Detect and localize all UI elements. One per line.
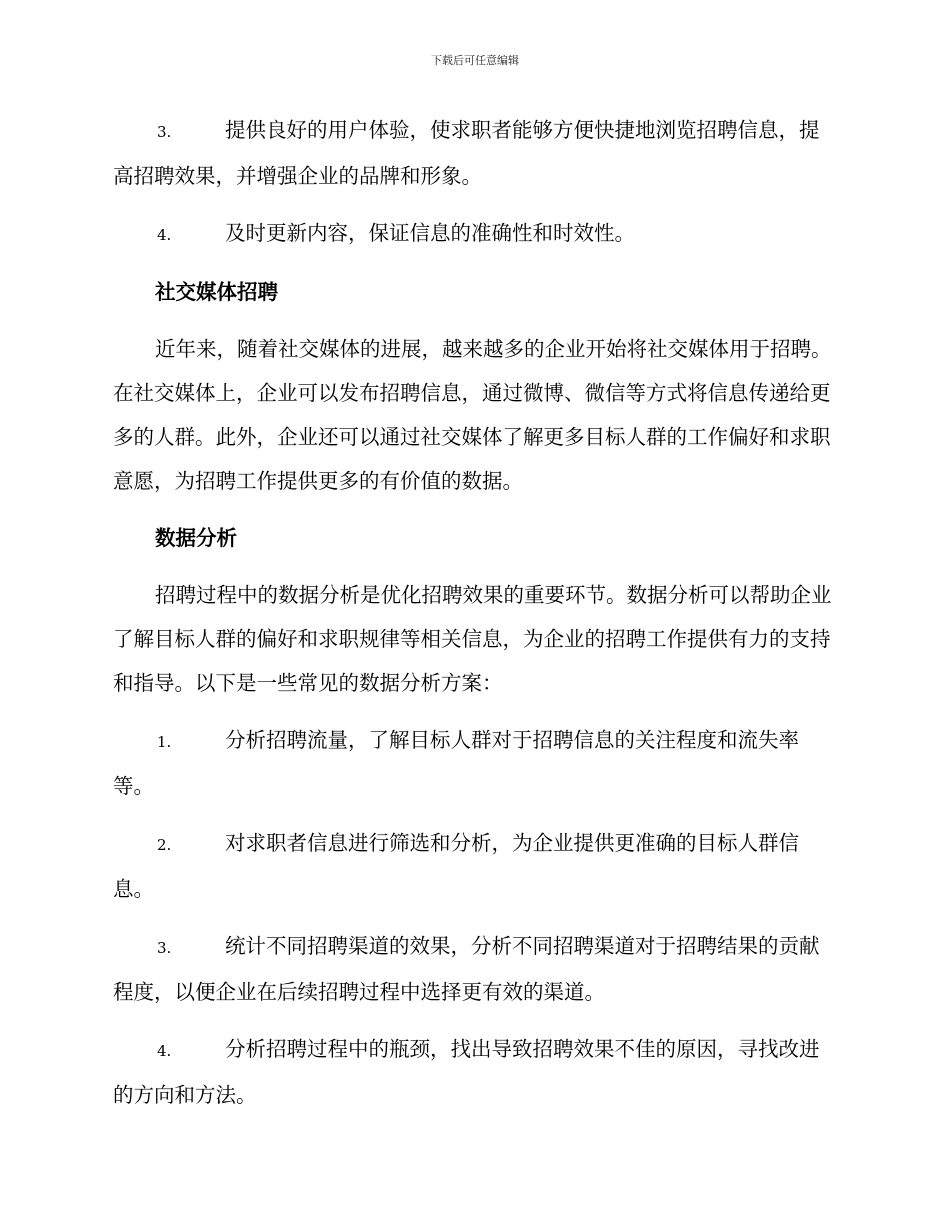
section-heading-data-analysis: 数据分析 xyxy=(155,526,237,550)
list-text: 分析招聘过程中的瓶颈，找出导致招聘效果不佳的原因，寻找改进的方向和方法。 xyxy=(113,1037,820,1107)
list-text: 统计不同招聘渠道的效果，分析不同招聘渠道对于招聘结果的贡献程度，以便企业在后续招聘过程中选择更有效的渠道。 xyxy=(113,934,820,1004)
list-number: 3. xyxy=(157,939,172,957)
list-number: 3. xyxy=(157,123,172,141)
list-text: 提供良好的用户体验，使求职者能够方便快捷地浏览招聘信息，提高招聘效果，并增强企业的品牌和形象。 xyxy=(113,118,820,188)
document-body xyxy=(113,108,835,1130)
list-number: 4. xyxy=(157,1042,172,1060)
list-item xyxy=(113,924,835,1014)
section-heading-social-media: 社交媒体招聘 xyxy=(155,280,278,304)
list-text: 对求职者信息进行筛选和分析，为企业提供更准确的目标人群信息。 xyxy=(113,831,799,901)
list-item xyxy=(113,108,835,198)
paragraph-social-media: 近年来，随着社交媒体的进展，越来越多的企业开始将社交媒体用于招聘。在社交媒体上，企业可以发布招聘信息，通过微博、微信等方式将信息传递给更多的人群。此外，企业还可以通过社交媒体了解更多目标人群的工作偏好和求职意愿，为招聘工作提供更多的有价值的数据。 xyxy=(113,337,832,493)
page-header: 下载后可任意编辑 xyxy=(431,54,519,67)
list-number: 1. xyxy=(157,733,172,751)
list-text: 及时更新内容，保证信息的准确性和时效性。 xyxy=(225,221,635,245)
list-number: 4. xyxy=(157,226,172,244)
list-text: 分析招聘流量，了解目标人群对于招聘信息的关注程度和流失率等。 xyxy=(113,728,799,798)
list-item xyxy=(113,718,835,808)
list-number: 2. xyxy=(157,836,172,854)
list-item xyxy=(113,1027,835,1117)
paragraph-data-analysis: 招聘过程中的数据分析是优化招聘效果的重要环节。数据分析可以帮助企业了解目标人群的偏好和求职规律等相关信息，为企业的招聘工作提供有力的支持和指导。以下是一些常见的数据分析方案： xyxy=(113,583,832,695)
list-item xyxy=(113,821,835,911)
list-item xyxy=(113,211,835,257)
